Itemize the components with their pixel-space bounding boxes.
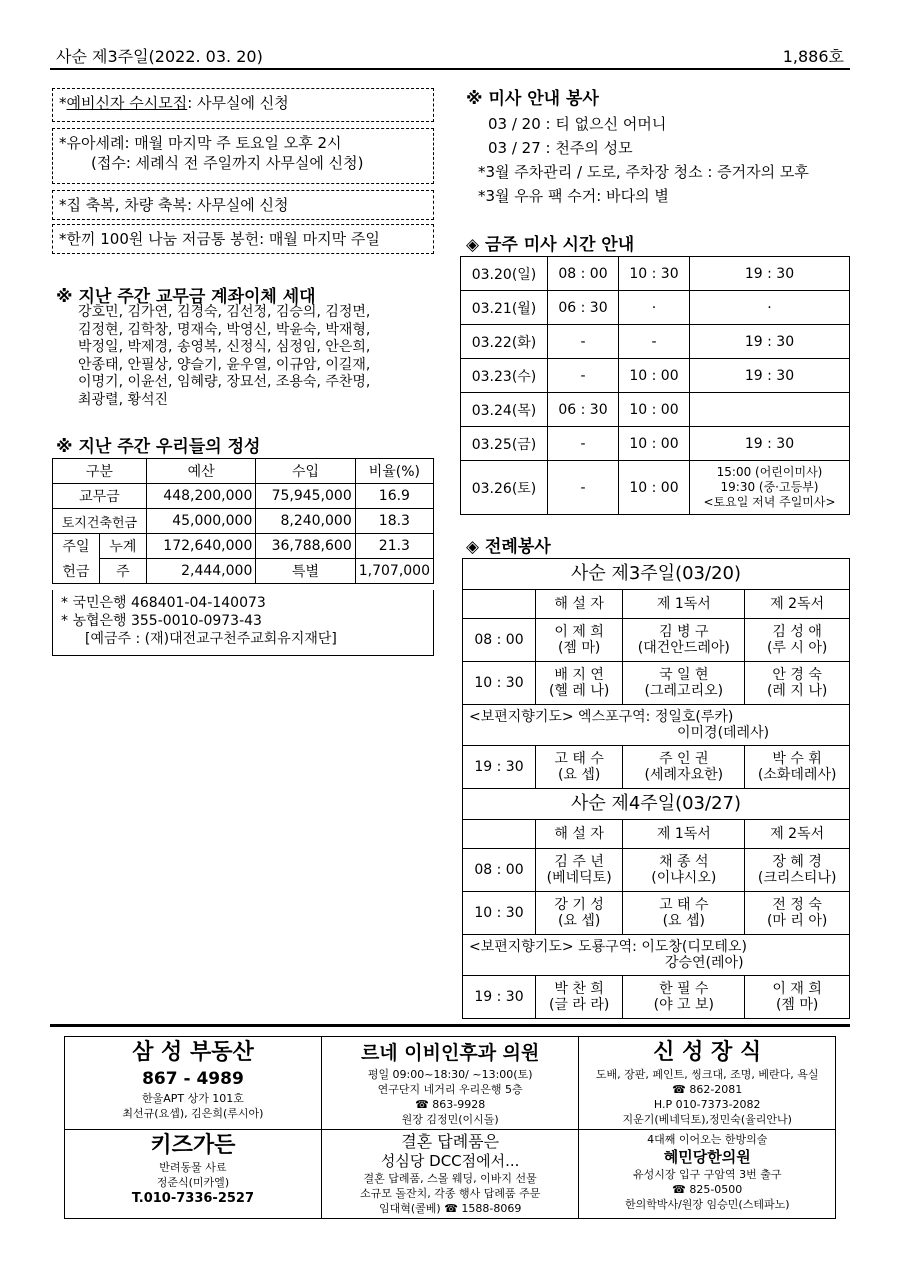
date-cell: 03.21(월) — [461, 291, 548, 325]
ratio-cell: 18.3 — [355, 509, 433, 534]
person-cell — [536, 619, 623, 662]
person-name: 고 태 수 — [554, 751, 604, 767]
time-cell: - — [548, 325, 619, 359]
ad-ent-clinic — [321, 1037, 579, 1130]
person-baptismal: (소화데레사) — [757, 767, 837, 783]
ad-interior — [579, 1037, 836, 1130]
ad-line: 평일 09:00~18:30/ ~13:00(토) — [367, 1068, 533, 1081]
week-title: 사순 제4주일(03/27) — [463, 789, 850, 820]
time-cell — [690, 393, 850, 427]
time-cell: 10 : 00 — [619, 461, 690, 515]
person-name: 김 성 애 — [772, 624, 822, 640]
names-line: 강호민, 김가연, 김경숙, 김선정, 김승의, 김정면, — [78, 304, 371, 320]
ad-line: ☎ 862-2081 — [672, 1083, 743, 1096]
mass-service-line: *3월 우유 팩 수거: 바다의 별 — [478, 187, 669, 205]
ad-line: 정준식(미카엘) — [156, 1176, 230, 1189]
person-cell — [745, 849, 850, 892]
ad-clinic-name: 혜민당한의원 — [663, 1148, 751, 1166]
person-cell — [623, 662, 745, 705]
notice-bullet: * — [59, 94, 67, 112]
date-cell: 03.22(화) — [461, 325, 548, 359]
budget-cell: 448,200,000 — [146, 484, 256, 509]
ad-line: 소규모 돌잔치, 각종 행사 답례품 주문 — [359, 1187, 541, 1200]
ad-title: 키즈가든 — [150, 1133, 236, 1158]
notice-blessing: *집 축복, 차량 축복: 사무실에 신청 — [52, 190, 434, 220]
col-header: 수입 — [256, 459, 355, 484]
col-header: 제 2독서 — [745, 820, 850, 849]
person-name: 이 제 희 — [554, 624, 604, 640]
date-cell: 03.25(금) — [461, 427, 548, 461]
issue-number: 1,886호 — [782, 47, 844, 66]
bank-line: [예금주 : (재)대전교구천주교회유지재단] — [85, 631, 337, 647]
col-header: 구분 — [53, 459, 147, 484]
person-cell — [623, 619, 745, 662]
person-cell — [536, 662, 623, 705]
person-baptismal: (야 고 보) — [653, 997, 715, 1013]
ad-line: 임대혁(콜베) ☎ 1588-8069 — [378, 1202, 522, 1215]
person-cell — [623, 849, 745, 892]
header-divider — [50, 68, 850, 70]
person-name: 김 주 년 — [554, 854, 604, 870]
row-label: 헌금 — [53, 559, 100, 584]
offering-table — [52, 458, 434, 584]
col-header: 해 설 자 — [536, 590, 623, 619]
ad-phone: 867 - 4989 — [142, 1069, 244, 1089]
week-title: 사순 제3주일(03/20) — [463, 559, 850, 590]
notice-line: *유아세례: 매월 마지막 주 토요일 오후 2시 — [59, 134, 342, 152]
person-name: 채 종 석 — [659, 854, 709, 870]
person-name: 장 혜 경 — [772, 854, 822, 870]
saturday-times — [690, 461, 850, 515]
person-baptismal: (베네딕토) — [546, 870, 612, 886]
ad-title: 결혼 답례품은 — [401, 1132, 500, 1151]
time-cell: - — [548, 359, 619, 393]
person-baptismal: (레 지 나) — [766, 683, 828, 699]
saturday-line: <토요일 저녁 주일미사> — [703, 495, 836, 509]
col-header: 제 1독서 — [623, 590, 745, 619]
person-baptismal: (젬 마) — [775, 997, 819, 1013]
time-cell: - — [619, 325, 690, 359]
income-cell: 75,945,000 — [256, 484, 355, 509]
mass-service-line: 03 / 20 : 티 없으신 어머니 — [488, 115, 667, 133]
time-cell: 06 : 30 — [548, 393, 619, 427]
prayer-line: 이미경(데레사) — [677, 725, 770, 741]
person-cell — [536, 892, 623, 935]
ad-line: 연구단지 네거리 우리은행 5층 — [377, 1083, 523, 1096]
ad-line: 한울APT 상가 101호 — [141, 1092, 244, 1105]
notice-line: (접수: 세례식 전 주일까지 사무실에 신청) — [91, 154, 364, 172]
names-line: 박정일, 박제경, 송영복, 신정식, 심정임, 안은희, — [78, 339, 371, 355]
row-label: 토지건축헌금 — [53, 509, 147, 534]
person-baptismal: (이냐시오) — [651, 870, 717, 886]
offering-title: ※ 지난 주간 우리들의 정성 — [56, 437, 261, 457]
notice-catechumen-text: : 사무실에 신청 — [187, 94, 289, 112]
transfer-title: ※ 지난 주간 교무금 계좌이체 세대 — [56, 287, 316, 307]
person-baptismal: (요 셉) — [557, 767, 601, 783]
notice-infant-baptism — [52, 128, 434, 184]
notice-coin-bank: *한끼 100원 나눔 저금통 봉헌: 매월 마지막 주일 — [52, 224, 434, 254]
budget-cell: 172,640,000 — [146, 534, 256, 559]
blank-cell — [463, 590, 536, 619]
liturgy-table — [462, 558, 850, 1019]
person-name: 안 경 숙 — [772, 667, 822, 683]
income-cell: 8,240,000 — [256, 509, 355, 534]
ad-line: 반려동물 사료 — [159, 1161, 227, 1174]
person-baptismal: (글 라 라) — [548, 997, 610, 1013]
time-cell: 19 : 30 — [463, 746, 536, 789]
budget-cell: 45,000,000 — [146, 509, 256, 534]
person-name: 전 정 숙 — [772, 897, 822, 913]
ad-sungsimdang — [321, 1130, 579, 1219]
prayer-row — [463, 705, 850, 746]
person-cell — [536, 849, 623, 892]
time-cell: 10 : 00 — [619, 427, 690, 461]
time-cell: 08 : 00 — [548, 257, 619, 291]
row-label: 주일 — [53, 534, 100, 559]
liturgy-title: ◈ 전례봉사 — [466, 537, 551, 557]
person-name: 배 지 연 — [554, 667, 604, 683]
ad-line: 결혼 답례품, 스몰 웨딩, 이바지 선물 — [363, 1172, 537, 1185]
time-cell: 06 : 30 — [548, 291, 619, 325]
person-name: 김 병 구 — [659, 624, 709, 640]
prayer-line: <보편지향기도> 도룡구역: 이도창(디모테오) — [469, 939, 747, 955]
names-line: 안종태, 안필상, 양슬기, 윤우열, 이규암, 이길재, — [78, 356, 371, 373]
ads-table — [64, 1036, 836, 1219]
names-line: 이명기, 이윤선, 임혜량, 장묘선, 조용숙, 주찬명, — [78, 374, 371, 390]
col-header: 제 1독서 — [623, 820, 745, 849]
time-cell: 19 : 30 — [690, 325, 850, 359]
person-cell — [745, 662, 850, 705]
person-baptismal: (대건안드레아) — [637, 640, 730, 656]
weekly-value: 2,444,000 — [146, 559, 256, 584]
ad-line: H.P 010-7373-2082 — [653, 1098, 761, 1111]
time-cell: 10 : 30 — [463, 662, 536, 705]
time-cell: · — [690, 291, 850, 325]
ad-line: 지운기(베네딕토),정민숙(율리안나) — [622, 1113, 792, 1126]
mass-service-line: 03 / 27 : 천주의 성모 — [488, 139, 633, 157]
ad-real-estate — [65, 1037, 322, 1130]
person-baptismal: (그레고리오) — [644, 683, 724, 699]
ad-line: 한의학박사/원장 임승민(스테파노) — [624, 1198, 790, 1211]
special-value: 1,707,000 — [355, 559, 433, 584]
col-header: 제 2독서 — [745, 590, 850, 619]
ad-title: 삼 성 부동산 — [132, 1040, 254, 1065]
saturday-line: 19:30 (중·고등부) — [720, 480, 819, 494]
date-cell: 03.26(토) — [461, 461, 548, 515]
row-sublabel: 누계 — [99, 534, 146, 559]
ad-line: 도배, 장판, 페인트, 씽크대, 조명, 베란다, 욕실 — [595, 1068, 819, 1081]
names-line: 최광렬, 황석진 — [78, 391, 169, 408]
time-cell: 19 : 30 — [690, 427, 850, 461]
person-cell — [623, 976, 745, 1019]
person-baptismal: (요 셉) — [557, 913, 601, 929]
blank-cell — [463, 820, 536, 849]
person-name: 이 재 희 — [772, 981, 822, 997]
date-cell: 03.23(수) — [461, 359, 548, 393]
ad-line: 원장 김정민(이시돌) — [401, 1113, 499, 1126]
person-name: 고 태 수 — [659, 897, 709, 913]
time-cell: - — [548, 461, 619, 515]
schedule-title: ◈ 금주 미사 시간 안내 — [466, 235, 635, 255]
notice-catechumen — [52, 88, 434, 122]
ad-line: ☎ 863-9928 — [415, 1098, 486, 1111]
saturday-line: 15:00 (어린이미사) — [716, 465, 823, 479]
bank-line: * 농협은행 355-0010-0973-43 — [61, 613, 262, 629]
bank-line: * 국민은행 468401-04-140073 — [61, 595, 266, 611]
ad-oriental-clinic — [579, 1130, 836, 1219]
time-cell: 10 : 30 — [619, 257, 690, 291]
col-header: 비율(%) — [355, 459, 433, 484]
ad-line: ☎ 825-0500 — [672, 1183, 743, 1196]
special-label: 특별 — [256, 559, 355, 584]
ad-phone: T.010-7336-2527 — [131, 1191, 254, 1206]
footer-divider — [50, 1024, 850, 1027]
row-sublabel: 주 — [99, 559, 146, 584]
ratio-cell: 16.9 — [355, 484, 433, 509]
person-baptismal: (헬 레 나) — [548, 683, 610, 699]
ad-title: 르네 이비인후과 의원 — [360, 1042, 540, 1064]
person-cell — [745, 746, 850, 789]
bank-accounts — [52, 590, 434, 656]
row-label: 교무금 — [53, 484, 147, 509]
prayer-row — [463, 935, 850, 976]
time-cell: 10 : 30 — [463, 892, 536, 935]
person-name: 한 필 수 — [659, 981, 709, 997]
prayer-line: 강승연(레아) — [665, 955, 744, 971]
person-name: 박 찬 희 — [554, 981, 604, 997]
ad-line: 최선규(요셉), 김은희(루시아) — [122, 1107, 264, 1120]
person-baptismal: (젬 마) — [557, 640, 601, 656]
person-name: 주 인 권 — [659, 751, 709, 767]
ad-kids-garden — [65, 1130, 322, 1219]
person-name: 국 일 현 — [659, 667, 709, 683]
person-cell — [623, 892, 745, 935]
mass-schedule-table — [460, 256, 850, 515]
ad-title: 4대째 이어오는 한방의술 — [647, 1133, 768, 1146]
date-cell: 03.24(목) — [461, 393, 548, 427]
person-name: 강 기 성 — [554, 897, 604, 913]
time-cell: 10 : 00 — [619, 359, 690, 393]
col-header: 예산 — [146, 459, 256, 484]
time-cell: 19 : 30 — [690, 257, 850, 291]
ratio-cell: 21.3 — [355, 534, 433, 559]
person-cell — [745, 892, 850, 935]
time-cell: 19 : 30 — [690, 359, 850, 393]
notice-catechumen-label: 예비신자 수시모집 — [66, 94, 188, 112]
time-cell: 08 : 00 — [463, 619, 536, 662]
mass-service-line: *3월 주차관리 / 도로, 주차장 청소 : 증거자의 모후 — [478, 163, 809, 181]
names-line: 김정현, 김학창, 명재숙, 박영신, 박윤숙, 박재형, — [78, 321, 371, 338]
transfer-names — [78, 304, 438, 409]
person-cell — [745, 976, 850, 1019]
prayer-line: <보편지향기도> 엑스포구역: 정일호(루카) — [469, 709, 734, 725]
ad-title: 신 성 장 식 — [653, 1040, 762, 1065]
person-cell — [623, 746, 745, 789]
ad-subtitle: 성심당 DCC점에서... — [380, 1152, 520, 1170]
person-name: 박 수 휘 — [772, 751, 822, 767]
person-cell — [745, 619, 850, 662]
person-baptismal: (마 리 아) — [766, 913, 828, 929]
time-cell: 19 : 30 — [463, 976, 536, 1019]
ad-line: 유성시장 입구 구암역 3번 출구 — [632, 1168, 782, 1181]
issue-date: 사순 제3주일(2022. 03. 20) — [56, 47, 263, 66]
person-cell — [536, 976, 623, 1019]
date-cell: 03.20(일) — [461, 257, 548, 291]
time-cell: 10 : 00 — [619, 393, 690, 427]
col-header: 해 설 자 — [536, 820, 623, 849]
person-baptismal: (루 시 아) — [766, 640, 828, 656]
time-cell: 08 : 00 — [463, 849, 536, 892]
time-cell: · — [619, 291, 690, 325]
person-cell — [536, 746, 623, 789]
person-baptismal: (요 셉) — [662, 913, 706, 929]
mass-service-title: ※ 미사 안내 봉사 — [466, 89, 599, 109]
person-baptismal: (크리스티나) — [757, 870, 837, 886]
income-cell: 36,788,600 — [256, 534, 355, 559]
time-cell: - — [548, 427, 619, 461]
person-baptismal: (세례자요한) — [644, 767, 724, 783]
